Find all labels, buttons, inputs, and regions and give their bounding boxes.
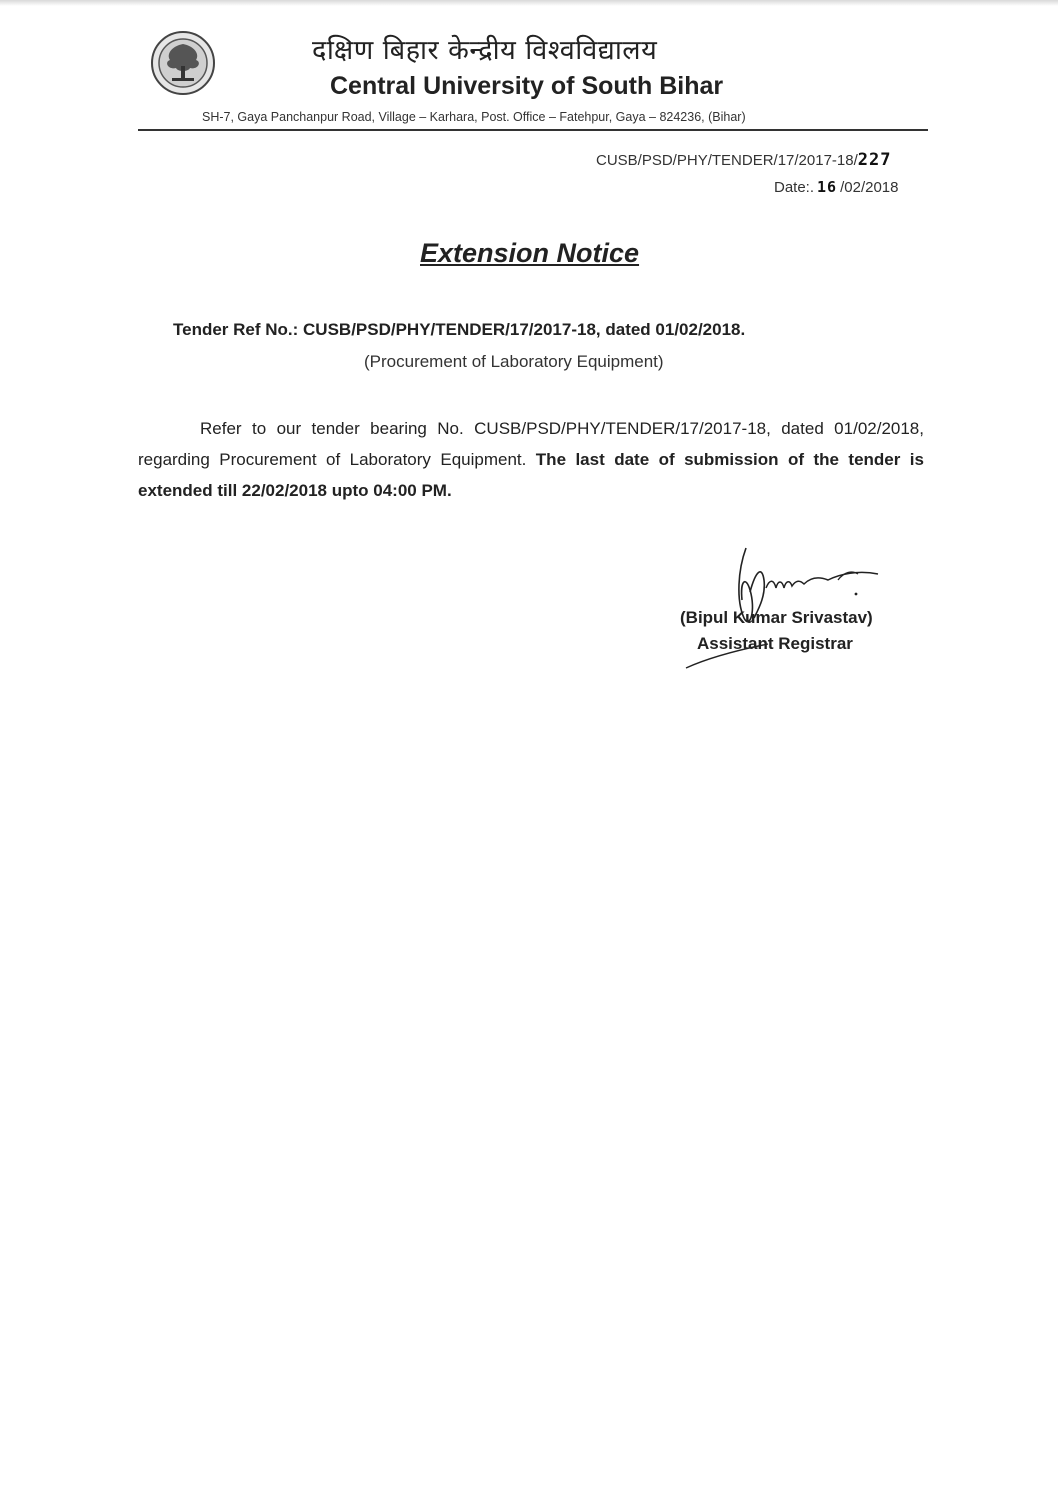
header-divider: [138, 129, 928, 131]
reference-handwritten-number: 227: [857, 150, 892, 170]
notice-date: [774, 178, 898, 196]
university-address: SH-7, Gaya Panchanpur Road, Village – Karhara, Post. Office – Fatehpur, Gaya – 824236, (Bihar): [202, 110, 746, 124]
notice-body-normal: Refer to our tender bearing No. CUSB/PSD/PHY/TENDER/17/2017-18, dated 01/02/2018, regarding Procurement of Laboratory Equipment.: [138, 419, 924, 469]
reference-number: [596, 150, 892, 170]
notice-body: [138, 413, 924, 506]
signatory-designation: Assistant Registrar: [697, 634, 853, 653]
university-name-english: Central University of South Bihar: [330, 72, 724, 100]
university-emblem-icon: [150, 30, 216, 96]
date-label: Date:.: [774, 179, 815, 196]
signatory-name: (Bipul Kumar Srivastav): [680, 608, 873, 627]
date-handwritten-day: 16: [817, 178, 838, 196]
university-name-hindi: दक्षिण बिहार केन्द्रीय विश्वविद्यालय: [312, 35, 658, 66]
date-rest: /02/2018: [840, 179, 899, 196]
tender-reference: Tender Ref No.: CUSB/PSD/PHY/TENDER/17/2017-18, dated 01/02/2018.: [173, 320, 746, 339]
scan-top-edge: [0, 0, 1058, 6]
notice-body-bold: The last date of submission of the tender is extended till 22/02/2018 upto 04:00 PM.: [138, 450, 924, 500]
notice-title: Extension Notice: [420, 238, 640, 268]
reference-prefix: CUSB/PSD/PHY/TENDER/17/2017-18/: [596, 152, 858, 169]
tender-subject: (Procurement of Laboratory Equipment): [364, 352, 664, 371]
